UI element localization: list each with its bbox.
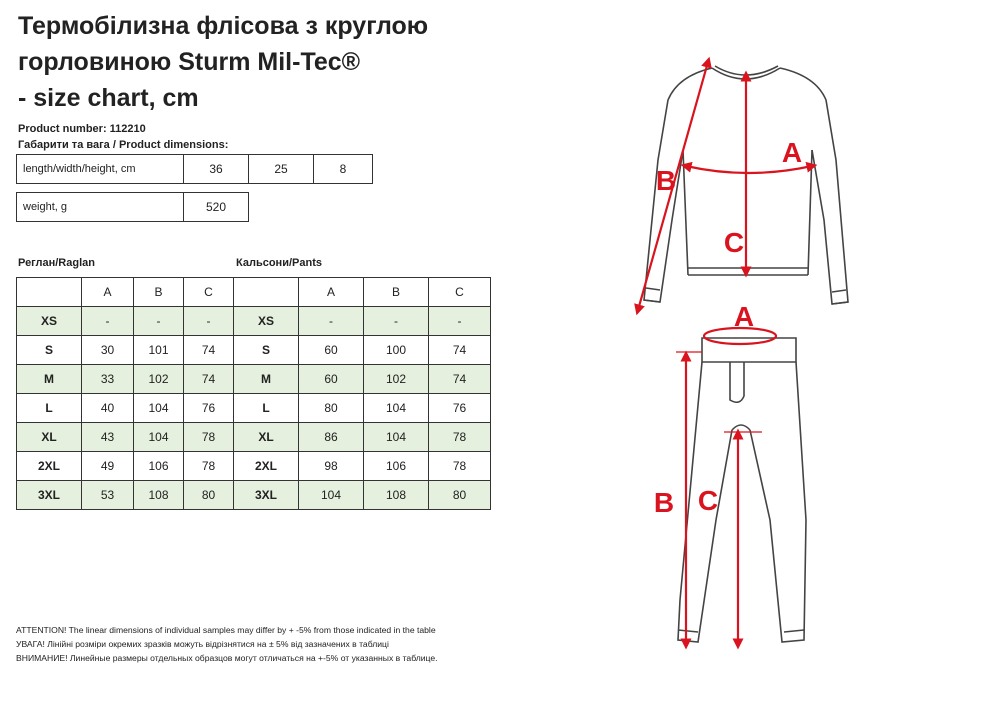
raglan-size: XL — [17, 423, 82, 452]
garment-illustration — [620, 40, 1000, 700]
raglan-size: M — [17, 365, 82, 394]
raglan-size: L — [17, 394, 82, 423]
pants-c: 76 — [429, 394, 491, 423]
dimension-width: 25 — [249, 155, 314, 184]
raglan-b: 102 — [134, 365, 184, 394]
note-english: ATTENTION! The linear dimensions of individual samples may differ by + -5% from those indicated in the table — [16, 625, 436, 635]
header-blank-raglan — [17, 278, 82, 307]
header-pants-b: B — [364, 278, 429, 307]
pants-a: 104 — [299, 481, 364, 510]
pants-a: 60 — [299, 365, 364, 394]
pants-label-c: C — [697, 485, 719, 516]
raglan-a: 49 — [82, 452, 134, 481]
right-cuff — [832, 290, 848, 304]
dimensions-heading: Габарити та вага / Product dimensions: — [18, 139, 229, 151]
shirt-label-a: A — [781, 137, 803, 168]
pants-b: 104 — [364, 394, 429, 423]
pants-fly — [730, 362, 744, 402]
pants-crotch — [732, 425, 750, 430]
pants-label-b: B — [653, 487, 675, 518]
pants-c: - — [429, 307, 491, 336]
pants-c: 78 — [429, 423, 491, 452]
table-row — [17, 336, 491, 365]
title-line-3: - size chart, cm — [18, 84, 199, 112]
pants-b: - — [364, 307, 429, 336]
pants-a: 86 — [299, 423, 364, 452]
left-cuff — [644, 288, 660, 302]
raglan-a: 33 — [82, 365, 134, 394]
dimensions-table — [16, 154, 373, 184]
pants-b: 104 — [364, 423, 429, 452]
raglan-size: 2XL — [17, 452, 82, 481]
pants-c: 74 — [429, 365, 491, 394]
raglan-a: 30 — [82, 336, 134, 365]
raglan-c: 76 — [184, 394, 234, 423]
raglan-c: 74 — [184, 336, 234, 365]
header-raglan-b: B — [134, 278, 184, 307]
page-title — [18, 8, 578, 116]
raglan-c: 74 — [184, 365, 234, 394]
pants-a: - — [299, 307, 364, 336]
weight-value: 520 — [184, 193, 249, 222]
table-header-row — [17, 278, 491, 307]
pants-size: XL — [234, 423, 299, 452]
raglan-b: - — [134, 307, 184, 336]
raglan-b: 104 — [134, 394, 184, 423]
pants-size: 3XL — [234, 481, 299, 510]
pants-c: 78 — [429, 452, 491, 481]
raglan-size: S — [17, 336, 82, 365]
raglan-size: XS — [17, 307, 82, 336]
raglan-b: 104 — [134, 423, 184, 452]
raglan-title: Реглан/Raglan — [18, 257, 95, 269]
header-raglan-c: C — [184, 278, 234, 307]
dimension-height: 8 — [314, 155, 373, 184]
pants-size: M — [234, 365, 299, 394]
header-pants-c: C — [429, 278, 491, 307]
dimension-length: 36 — [184, 155, 249, 184]
raglan-a: 40 — [82, 394, 134, 423]
shirt-label-b: B — [655, 165, 677, 196]
pants-label-a: A — [733, 301, 755, 332]
pants-b: 100 — [364, 336, 429, 365]
dimensions-label: length/width/height, cm — [17, 155, 184, 184]
shirt-left-side — [644, 68, 712, 302]
pants-title: Кальсони/Pants — [236, 257, 322, 269]
raglan-size: 3XL — [17, 481, 82, 510]
shirt-hem — [688, 268, 808, 275]
header-pants-a: A — [299, 278, 364, 307]
note-russian: ВНИМАНИЕ! Линейные размеры отдельных образцов могут отличаться на +-5% от указанных в таблице. — [16, 653, 438, 663]
title-line-1: Термобілизна флісова з круглою — [18, 12, 429, 40]
raglan-c: 80 — [184, 481, 234, 510]
raglan-a: 53 — [82, 481, 134, 510]
raglan-b: 108 — [134, 481, 184, 510]
pants-size: L — [234, 394, 299, 423]
pants-a: 98 — [299, 452, 364, 481]
table-row — [17, 307, 491, 336]
raglan-c: 78 — [184, 423, 234, 452]
raglan-c: - — [184, 307, 234, 336]
pants-size: S — [234, 336, 299, 365]
raglan-c: 78 — [184, 452, 234, 481]
pants-right-leg — [750, 362, 806, 642]
raglan-b: 101 — [134, 336, 184, 365]
pants-c: 74 — [429, 336, 491, 365]
raglan-a: - — [82, 307, 134, 336]
pants-a: 60 — [299, 336, 364, 365]
shirt-label-c: C — [723, 227, 745, 258]
measurement-guides — [676, 352, 762, 432]
shirt-body — [648, 64, 855, 305]
pants-a: 80 — [299, 394, 364, 423]
pants-b: 102 — [364, 365, 429, 394]
weight-label: weight, g — [17, 193, 184, 222]
table-row — [17, 365, 491, 394]
table-row — [17, 394, 491, 423]
pants-size: 2XL — [234, 452, 299, 481]
pants-b: 106 — [364, 452, 429, 481]
header-raglan-a: A — [82, 278, 134, 307]
table-row — [17, 481, 491, 510]
table-row — [17, 452, 491, 481]
note-ukrainian: УВАГА! Лінійні розміри окремих зразків можуть відрізнятися на ± 5% від зазначених в таблиці — [16, 639, 389, 649]
table-row — [17, 423, 491, 452]
pants-size: XS — [234, 307, 299, 336]
title-line-2: горловиною Sturm Mil-Tec® — [18, 48, 361, 76]
product-number: Product number: 112210 — [18, 123, 146, 135]
size-chart-table — [16, 277, 491, 510]
shirt-torso-left — [683, 150, 688, 275]
garment-measurement-figure — [620, 40, 1000, 700]
disclaimer-notes — [16, 623, 438, 665]
raglan-b: 106 — [134, 452, 184, 481]
raglan-a: 43 — [82, 423, 134, 452]
header-blank-pants — [234, 278, 299, 307]
pants-cuff-lines — [678, 630, 804, 632]
pants-b: 108 — [364, 481, 429, 510]
weight-table — [16, 192, 249, 222]
shirt-torso-right — [808, 150, 812, 275]
pants-c: 80 — [429, 481, 491, 510]
